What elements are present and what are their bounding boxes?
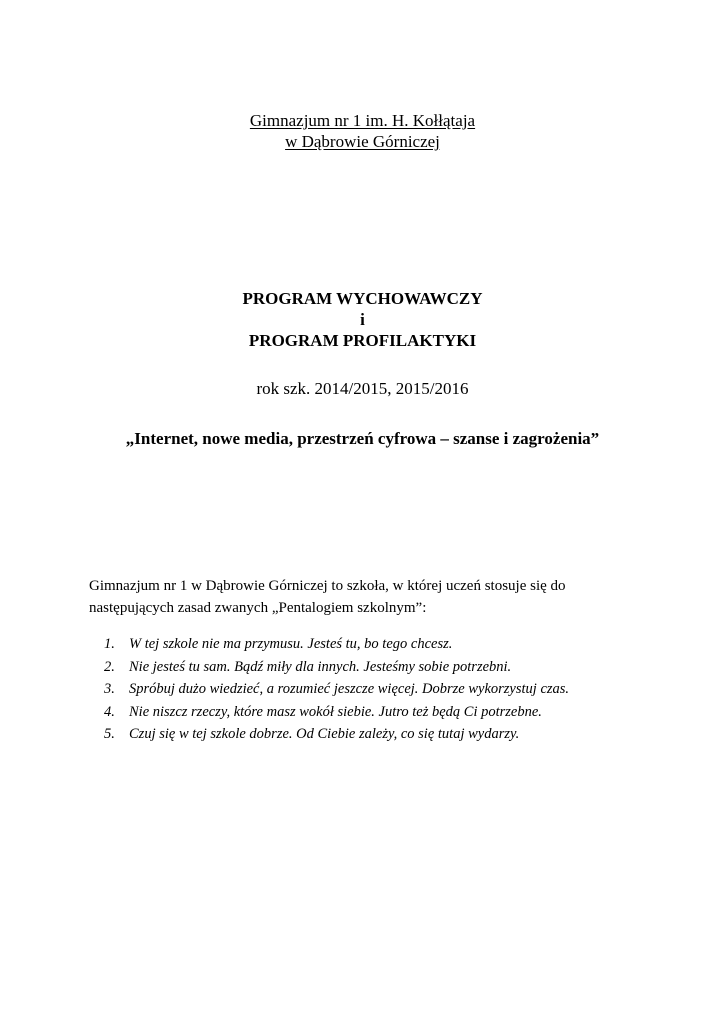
- list-item-text: Nie jesteś tu sam. Bądź miły dla innych. Jesteśmy sobie potrzebni.: [129, 658, 512, 675]
- list-item-text: W tej szkole nie ma przymusu. Jesteś tu, bo tego chcesz.: [129, 636, 453, 652]
- program-motto: „Internet, nowe media, przestrzeń cyfrowa – szanse i zagrożenia”: [125, 429, 600, 448]
- list-item-number: 2.: [104, 658, 115, 675]
- list-item: [104, 723, 644, 746]
- list-item-number: 5.: [104, 726, 115, 742]
- list-item-number: 4.: [104, 703, 115, 720]
- program-title-prevention: PROGRAM PROFILAKTYKI: [248, 331, 477, 350]
- program-title-block: [0, 288, 725, 351]
- list-item-text: Spróbuj dużo wiedzieć, a rozumieć jeszcze więcej. Dobrze wykorzystuj czas.: [129, 681, 570, 697]
- list-item-text: Nie niszcz rzeczy, które masz wokół siebie. Jutro też będą Ci potrzebne.: [129, 703, 542, 720]
- list-item: [104, 678, 644, 701]
- school-location: w Dąbrowie Górniczej: [285, 132, 440, 151]
- school-header: [0, 110, 725, 152]
- pentalog-list: [104, 633, 644, 746]
- list-item-text: Czuj się w tej szkole dobrze. Od Ciebie zależy, co się tutaj wydarzy.: [129, 726, 520, 742]
- intro-line: następujących zasad zwanych „Pentalogiem szkolnym”:: [89, 600, 427, 616]
- list-item-number: 3.: [104, 681, 115, 697]
- list-item-number: 1.: [104, 636, 115, 652]
- list-item: [104, 633, 644, 656]
- list-item: [104, 701, 644, 724]
- program-title-educational: PROGRAM WYCHOWAWCZY: [242, 289, 483, 308]
- program-title-conjunction: i: [360, 310, 365, 329]
- school-name: Gimnazjum nr 1 im. H. Kołłątaja: [249, 111, 476, 130]
- list-item: [104, 656, 644, 679]
- intro-line: Gimnazjum nr 1 w Dąbrowie Górniczej to szkoła, w której uczeń stosuje się do: [89, 578, 566, 594]
- school-year: rok szk. 2014/2015, 2015/2016: [256, 379, 469, 398]
- intro-paragraph: [89, 575, 649, 619]
